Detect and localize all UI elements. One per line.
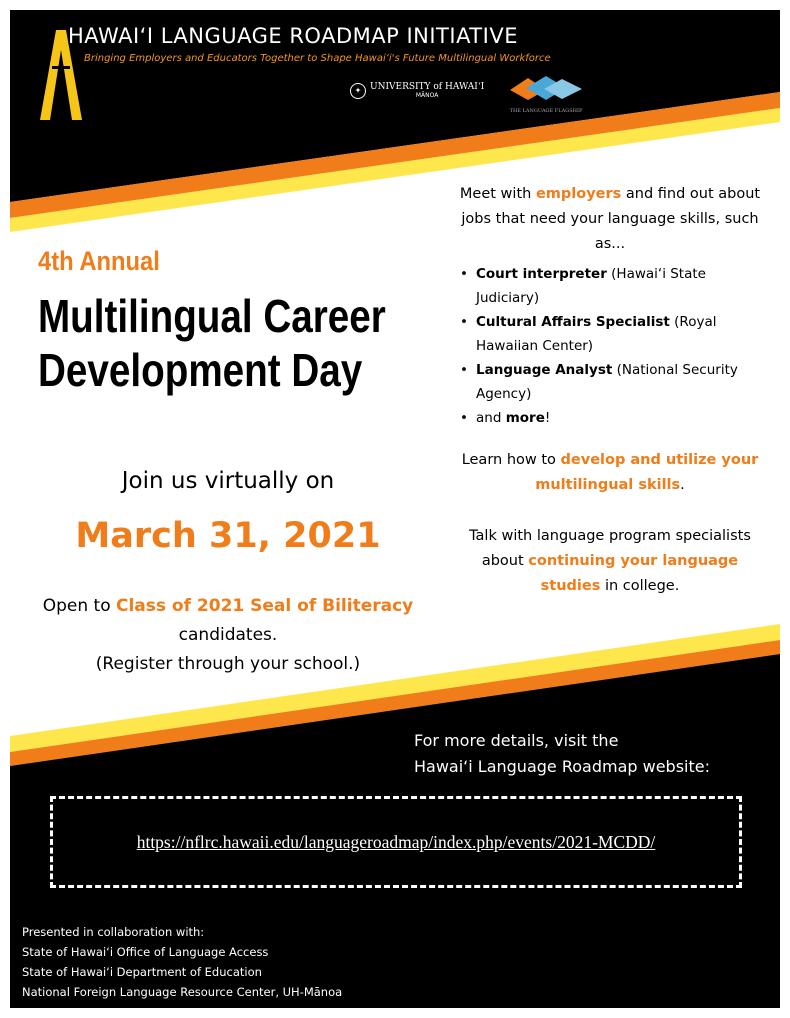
list-item — [458, 358, 770, 406]
url-box — [50, 796, 742, 888]
uh-seal-icon: ✦ — [350, 83, 366, 99]
partner-item: National Foreign Language Resource Center, UH-Mānoa — [22, 985, 343, 999]
job-title: Language Analyst — [476, 362, 613, 378]
list-item — [458, 406, 770, 430]
partner-item: State of Hawai‘i Office of Language Access — [22, 945, 269, 959]
flyer — [10, 10, 780, 1008]
annual-label: 4th Annual — [38, 246, 160, 276]
uh-manoa-logo — [350, 82, 484, 99]
event-details — [450, 182, 770, 599]
details-line-1: For more details, visit the — [414, 731, 619, 750]
header-title: HAWAI‘I LANGUAGE ROADMAP INITIATIVE — [68, 24, 518, 48]
meet-suffix: and find out about jobs that need your language skills, such as... — [461, 186, 761, 252]
meet-highlight: employers — [535, 186, 622, 202]
learn-prefix: Learn how to — [461, 452, 561, 468]
eligibility-highlight: Class of 2021 Seal of Biliteracy — [116, 596, 414, 616]
and-more-suffix: ! — [544, 410, 551, 426]
join-virtually-text: Join us virtually on — [121, 468, 335, 494]
talk-prefix: Talk with language program specialists about — [469, 528, 751, 569]
talk-suffix: in college. — [600, 578, 680, 594]
and-more-prefix: and — [476, 410, 506, 426]
presented-heading: Presented in collaboration with: — [22, 925, 205, 939]
learn-skills-text — [450, 448, 770, 498]
language-flagship-logo — [506, 76, 586, 114]
event-title-line-2: Development Day — [38, 344, 363, 396]
eligibility-text — [38, 592, 418, 679]
meet-prefix: Meet with — [459, 186, 536, 202]
uh-logo-text: UNIVERSITY of HAWAI‘I — [370, 82, 485, 92]
header-tagline: Bringing Employers and Educators Together to Shape Hawai‘i's Future Multilingual Workforce — [84, 53, 551, 64]
list-item — [458, 310, 770, 358]
and-more-bold: more — [505, 410, 545, 426]
job-detail: (National Security Agency) — [476, 362, 738, 402]
eligibility-suffix: candidates. — [178, 625, 278, 645]
job-title: Cultural Affairs Specialist — [476, 314, 670, 330]
list-item — [458, 262, 770, 310]
language-flagship-text: THE LANGUAGE FLAGSHIP — [509, 108, 583, 114]
meet-employers-text — [450, 182, 770, 257]
collaboration-credits — [22, 922, 342, 1002]
language-flagship-icon — [506, 76, 586, 102]
job-detail: (Hawai‘i State Judiciary) — [476, 266, 706, 306]
more-details-text — [414, 728, 710, 780]
job-detail: (Royal Hawaiian Center) — [476, 314, 717, 354]
register-note: (Register through your school.) — [95, 654, 361, 674]
uh-logo-sub: MĀNOA — [415, 92, 439, 99]
event-date: March 31, 2021 — [75, 516, 381, 556]
event-summary — [38, 246, 438, 674]
event-website-link[interactable]: https://nflrc.hawaii.edu/languageroadmap/index.php/events/2021-MCDD/ — [136, 831, 656, 852]
event-title — [38, 289, 433, 397]
eligibility-prefix: Open to — [42, 596, 116, 616]
learn-highlight: develop and utilize your multilingual skills — [535, 452, 759, 493]
talk-specialists-text — [450, 524, 770, 599]
job-title: Court interpreter — [476, 266, 607, 282]
details-line-2: Hawai‘i Language Roadmap website: — [414, 757, 710, 776]
event-title-line-1: Multilingual Career — [38, 290, 386, 342]
learn-suffix: . — [680, 477, 685, 493]
partner-item: State of Hawai‘i Department of Education — [22, 965, 262, 979]
talk-highlight: continuing your language studies — [528, 553, 739, 594]
job-list — [450, 262, 770, 430]
